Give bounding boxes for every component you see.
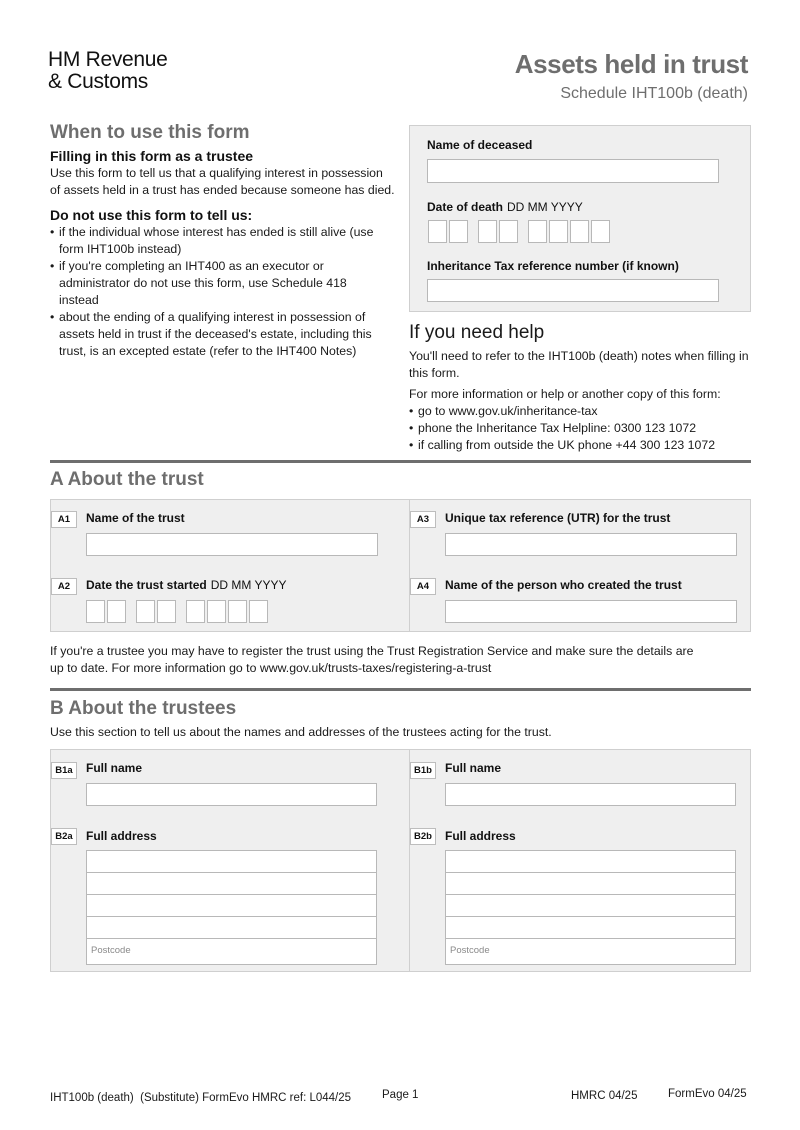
do-not-use-list xyxy=(50,224,385,360)
date-of-death-input[interactable] xyxy=(428,220,620,243)
list-item: • about the ending of a qualifying interest in possession of assets held in trust if the deceased's estate, including this trust, is an excepted estate (refer to the IHT400 Notes) xyxy=(50,309,385,360)
month-digit[interactable] xyxy=(478,220,497,243)
hmrc-logo xyxy=(48,49,168,93)
logo-line-1: HM Revenue xyxy=(48,48,168,71)
month-digit[interactable] xyxy=(136,600,155,623)
trust-start-date-input[interactable] xyxy=(86,600,278,623)
question-ref-b1a: B1a xyxy=(51,762,77,779)
list-item: • go to www.gov.uk/inheritance-tax xyxy=(409,403,754,420)
trustee-2-address-label: Full address xyxy=(445,829,516,843)
trustee-2-address-input[interactable] xyxy=(445,850,736,965)
iht-ref-input[interactable] xyxy=(427,279,719,302)
year-digit[interactable] xyxy=(249,600,268,623)
date-of-death-label xyxy=(427,200,583,214)
trustee-1-address-input[interactable] xyxy=(86,850,377,965)
trs-note-line-1: If you're a trustee you may have to register the trust using the Trust Registration Service and make sure the details are xyxy=(50,644,694,658)
section-a-panel xyxy=(50,499,751,632)
address-line[interactable] xyxy=(446,917,735,939)
section-b-divider xyxy=(50,688,751,691)
list-item: • if calling from outside the UK phone +44 300 123 1072 xyxy=(409,437,754,454)
year-digit[interactable] xyxy=(186,600,205,623)
section-b-heading: B About the trustees xyxy=(50,698,237,719)
address-line[interactable] xyxy=(87,895,376,917)
day-digit[interactable] xyxy=(449,220,468,243)
logo-line-2: & Customs xyxy=(48,70,148,93)
question-ref-b2b: B2b xyxy=(410,828,436,845)
when-to-use-heading: When to use this form xyxy=(50,122,250,143)
filling-text: Use this form to tell us that a qualifying interest in possession of assets held in a trust has ended because someone has died. xyxy=(50,166,395,197)
deceased-name-input[interactable] xyxy=(427,159,719,183)
do-not-use-heading: Do not use this form to tell us: xyxy=(50,207,253,223)
date-format-hint: DD MM YYYY xyxy=(507,200,583,214)
panel-divider xyxy=(409,750,410,971)
year-digit[interactable] xyxy=(528,220,547,243)
trustee-2-name-label: Full name xyxy=(445,761,502,775)
question-ref-a4: A4 xyxy=(410,578,436,595)
trust-start-date-label-text: Date the trust started xyxy=(86,578,207,592)
section-a-divider xyxy=(50,460,751,463)
utr-label: Unique tax reference (UTR) for the trust xyxy=(445,511,671,525)
footer-page-number: Page 1 xyxy=(382,1089,419,1101)
address-line[interactable] xyxy=(446,895,735,917)
address-line[interactable] xyxy=(87,851,376,873)
settlor-name-input[interactable] xyxy=(445,600,737,623)
utr-input[interactable] xyxy=(445,533,737,556)
trustee-1-address-label: Full address xyxy=(86,829,157,843)
trs-note-line-2: up to date. For more information go to www.gov.uk/trusts-taxes/registering-a-trust xyxy=(50,661,492,675)
day-digit[interactable] xyxy=(107,600,126,623)
form-subtitle: Schedule IHT100b (death) xyxy=(560,85,748,102)
help-intro: You'll need to refer to the IHT100b (death) notes when filling in this form. xyxy=(409,349,749,380)
help-list xyxy=(409,403,754,454)
deceased-panel xyxy=(409,125,751,312)
list-item: • if the individual whose interest has ended is still alive (use form IHT100b instead) xyxy=(50,224,385,258)
footer-hmrc-date: HMRC 04/25 xyxy=(571,1090,638,1102)
deceased-name-label: Name of deceased xyxy=(427,138,533,152)
question-ref-a1: A1 xyxy=(51,511,77,528)
postcode-field[interactable]: Postcode xyxy=(91,945,131,956)
year-digit[interactable] xyxy=(228,600,247,623)
filling-heading: Filling in this form as a trustee xyxy=(50,148,254,164)
address-line[interactable] xyxy=(87,917,376,939)
trustee-1-name-label: Full name xyxy=(86,761,143,775)
list-item: • if you're completing an IHT400 as an executor or administrator do not use this form, use Schedule 418 instead xyxy=(50,258,385,309)
form-title: Assets held in trust xyxy=(514,49,748,79)
year-digit[interactable] xyxy=(207,600,226,623)
footer-form-ref xyxy=(50,1092,351,1104)
trustee-2-name-input[interactable] xyxy=(445,783,736,806)
footer-substitute-ref: (Substitute) FormEvo HMRC ref: L044/25 xyxy=(140,1092,352,1104)
section-a-heading: A About the trust xyxy=(50,469,204,490)
year-digit[interactable] xyxy=(591,220,610,243)
month-digit[interactable] xyxy=(157,600,176,623)
footer-form-code: IHT100b (death) xyxy=(50,1092,134,1104)
trust-name-input[interactable] xyxy=(86,533,378,556)
year-digit[interactable] xyxy=(549,220,568,243)
date-of-death-label-text: Date of death xyxy=(427,200,504,214)
day-digit[interactable] xyxy=(86,600,105,623)
trustee-1-name-input[interactable] xyxy=(86,783,377,806)
month-digit[interactable] xyxy=(499,220,518,243)
question-ref-a3: A3 xyxy=(410,511,436,528)
section-b-intro: Use this section to tell us about the names and addresses of the trustees acting for the trust. xyxy=(50,725,552,739)
address-line[interactable] xyxy=(87,873,376,895)
help-heading: If you need help xyxy=(409,322,545,343)
footer-formevo-date: FormEvo 04/25 xyxy=(668,1088,747,1100)
trust-name-label: Name of the trust xyxy=(86,511,185,525)
iht-ref-label: Inheritance Tax reference number (if known) xyxy=(427,259,679,273)
trust-start-date-label xyxy=(86,578,287,592)
question-ref-b2a: B2a xyxy=(51,828,77,845)
address-line[interactable] xyxy=(446,851,735,873)
question-ref-b1b: B1b xyxy=(410,762,436,779)
question-ref-a2: A2 xyxy=(51,578,77,595)
section-b-panel xyxy=(50,749,751,972)
postcode-field[interactable]: Postcode xyxy=(450,945,490,956)
date-format-hint: DD MM YYYY xyxy=(210,578,287,592)
settlor-name-label: Name of the person who created the trust xyxy=(445,578,682,592)
list-item: • phone the Inheritance Tax Helpline: 0300 123 1072 xyxy=(409,420,754,437)
day-digit[interactable] xyxy=(428,220,447,243)
help-more-info: For more information or help or another copy of this form: xyxy=(409,387,721,401)
address-line[interactable] xyxy=(446,873,735,895)
year-digit[interactable] xyxy=(570,220,589,243)
